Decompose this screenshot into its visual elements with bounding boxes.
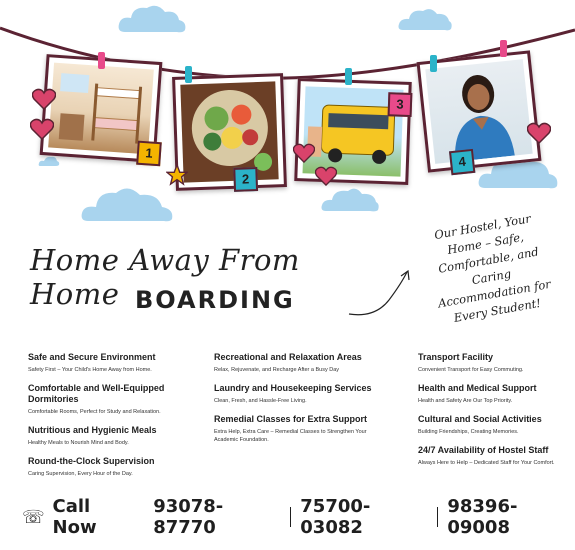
feature-title: Health and Medical Support <box>418 383 537 393</box>
call-now-label: Call Now <box>52 496 97 538</box>
feature-item <box>28 425 198 447</box>
feature-title: Safe and Secure Environment <box>28 352 156 362</box>
feature-item <box>418 383 558 405</box>
phone-number-1[interactable]: 93078-87770 <box>153 496 224 538</box>
food-bowl-icon <box>180 81 278 182</box>
clothespin-icon <box>185 66 192 83</box>
feature-item <box>214 383 374 405</box>
call-now-bar <box>22 496 575 538</box>
heart-icon <box>30 118 54 140</box>
feature-item <box>28 383 198 416</box>
feature-description: Safety First – Your Child's Home Away from Home. <box>28 367 152 373</box>
feature-description: Comfortable Rooms, Perfect for Study and Relaxation. <box>28 409 161 415</box>
divider <box>437 507 438 527</box>
feature-description: Healthy Meals to Nourish Mind and Body. <box>28 440 129 446</box>
page-title: BOARDING <box>135 286 295 314</box>
clothespin-icon <box>345 68 352 85</box>
cloud-decoration <box>80 183 175 223</box>
features-column-2 <box>214 352 374 453</box>
cloud-decoration <box>38 155 60 167</box>
phone-number-3[interactable]: 98396-09008 <box>447 496 518 538</box>
nurse-icon <box>425 59 532 164</box>
feature-description: Convenient Transport for Easy Commuting. <box>418 367 524 373</box>
heart-icon <box>315 166 337 186</box>
curved-arrow-icon <box>345 270 415 320</box>
feature-title: Recreational and Relaxation Areas <box>214 352 362 362</box>
nurse-image <box>425 59 532 164</box>
feature-description: Relax, Rejuvenate, and Recharge After a Busy Day <box>214 367 340 373</box>
features-column-1 <box>28 352 198 487</box>
feature-item <box>418 445 558 467</box>
photo-number-tag: 2 <box>233 167 258 192</box>
cloud-decoration <box>320 185 380 213</box>
star-icon <box>166 164 188 186</box>
healthy-meal-image <box>180 81 278 182</box>
feature-item <box>214 352 374 374</box>
heart-icon <box>293 143 315 163</box>
clothespin-icon <box>430 55 437 72</box>
photo-number-tag: 4 <box>449 149 475 175</box>
feature-item <box>214 414 374 444</box>
feature-item <box>28 456 198 478</box>
phone-icon: ☏ <box>22 506 45 528</box>
feature-title: Comfortable and Well-Equipped Dormitories <box>28 383 165 404</box>
feature-item <box>418 352 558 374</box>
photo-number-tag: 1 <box>136 141 162 167</box>
clothespin-icon <box>98 52 105 69</box>
photo-card-3 <box>294 78 412 185</box>
script-headline: Home Away From Home <box>30 243 300 311</box>
feature-description: Extra Help, Extra Care – Remedial Classes to Strengthen Your Academic Foundation. <box>214 429 367 443</box>
feature-title: Nutritious and Hygienic Meals <box>28 425 157 435</box>
feature-description: Building Friendships, Creating Memories. <box>418 429 519 435</box>
tagline: Our Hostel, Your Home – Safe, Comfortable, and Caring Accommodation for Every Student! <box>433 211 552 325</box>
features-column-3 <box>418 352 558 476</box>
heart-icon <box>527 122 551 144</box>
clothespin-icon <box>500 40 507 57</box>
feature-title: Cultural and Social Activities <box>418 414 542 424</box>
feature-description: Caring Supervision, Every Hour of the Day. <box>28 471 133 477</box>
photo-number-tag: 3 <box>388 92 413 117</box>
phone-number-2[interactable]: 75700-03082 <box>300 496 371 538</box>
feature-title: Transport Facility <box>418 352 494 362</box>
feature-title: Remedial Classes for Extra Support <box>214 414 368 424</box>
heart-icon <box>32 88 56 110</box>
feature-description: Always Here to Help – Dedicated Staff for Your Comfort. <box>418 460 555 466</box>
feature-description: Health and Safety Are Our Top Priority. <box>418 398 513 404</box>
feature-title: 24/7 Availability of Hostel Staff <box>418 445 549 455</box>
feature-item <box>418 414 558 436</box>
feature-title: Laundry and Housekeeping Services <box>214 383 372 393</box>
feature-item <box>28 352 198 374</box>
feature-title: Round-the-Clock Supervision <box>28 456 155 466</box>
divider <box>290 507 291 527</box>
photo-card-2 <box>172 73 287 191</box>
feature-description: Clean, Fresh, and Hassle-Free Living. <box>214 398 307 404</box>
photo-card-1 <box>40 54 163 163</box>
